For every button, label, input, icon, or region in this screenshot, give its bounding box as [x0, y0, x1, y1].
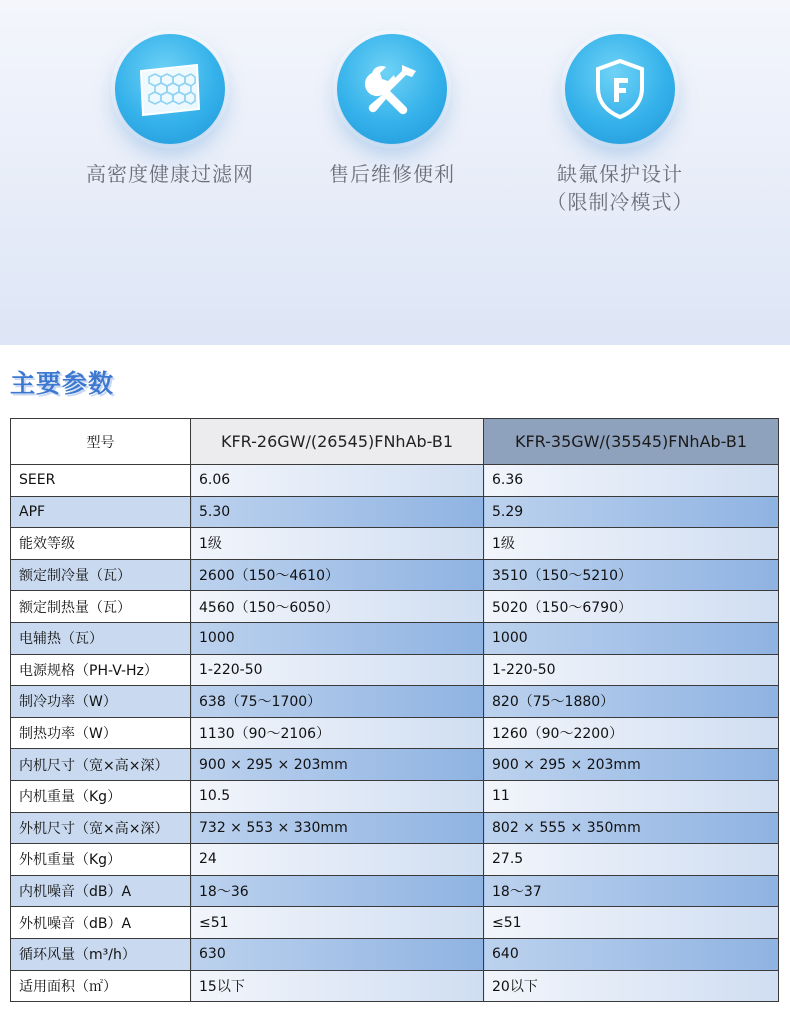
model-a-value: 24	[191, 844, 484, 876]
model-a-value: 18～36	[191, 875, 484, 907]
model-b-value: 5020（150～6790）	[484, 591, 779, 623]
table-row	[11, 654, 779, 686]
model-a-value: 1000	[191, 622, 484, 654]
filter-mesh-icon	[115, 34, 225, 144]
table-row	[11, 749, 779, 781]
row-label: 额定制热量（瓦）	[11, 591, 191, 623]
model-b-header: KFR-35GW/(35545)FNhAb-B1	[484, 419, 779, 465]
model-b-value: 11	[484, 780, 779, 812]
row-label: 内机重量（Kg）	[11, 780, 191, 812]
table-row	[11, 528, 779, 560]
model-header-label: 型号	[11, 419, 191, 465]
row-label: 适用面积（㎡）	[11, 970, 191, 1002]
model-b-value: 6.36	[484, 465, 779, 497]
model-b-value: 1级	[484, 528, 779, 560]
model-a-value: 732 × 553 × 330mm	[191, 812, 484, 844]
model-b-value: 820（75～1880）	[484, 686, 779, 718]
row-label: 外机尺寸（宽×高×深）	[11, 812, 191, 844]
feature-label: 高密度健康过滤网	[86, 162, 254, 186]
model-a-header: KFR-26GW/(26545)FNhAb-B1	[191, 419, 484, 465]
row-label: 外机噪音（dB）A	[11, 907, 191, 939]
row-label: 额定制冷量（瓦）	[11, 559, 191, 591]
table-row	[11, 875, 779, 907]
section-title: 主要参数	[10, 369, 115, 398]
row-label: 内机噪音（dB）A	[11, 875, 191, 907]
row-label: 外机重量（Kg）	[11, 844, 191, 876]
feature-label: 缺氟保护设计 （限制冷模式）	[546, 162, 694, 214]
spec-table	[10, 418, 779, 1002]
feature-service	[282, 34, 502, 188]
features-panel	[0, 0, 790, 345]
model-b-value: 20以下	[484, 970, 779, 1002]
table-row	[11, 812, 779, 844]
table-row	[11, 465, 779, 497]
table-row	[11, 559, 779, 591]
model-b-value: 640	[484, 938, 779, 970]
row-label: 内机尺寸（宽×高×深）	[11, 749, 191, 781]
feature-filter	[60, 34, 280, 188]
table-row	[11, 938, 779, 970]
model-a-value: 2600（150～4610）	[191, 559, 484, 591]
model-a-value: 900 × 295 × 203mm	[191, 749, 484, 781]
model-a-value: 638（75～1700）	[191, 686, 484, 718]
table-row	[11, 496, 779, 528]
table-row	[11, 591, 779, 623]
row-label: APF	[11, 496, 191, 528]
row-label: SEER	[11, 465, 191, 497]
wrench-screwdriver-icon	[337, 34, 447, 144]
model-b-value: 18～37	[484, 875, 779, 907]
model-b-value: 3510（150～5210）	[484, 559, 779, 591]
table-row	[11, 907, 779, 939]
row-label: 电辅热（瓦）	[11, 622, 191, 654]
table-row	[11, 686, 779, 718]
model-b-value: 1260（90～2200）	[484, 717, 779, 749]
feature-shield	[510, 34, 730, 216]
table-row	[11, 717, 779, 749]
row-label: 循环风量（m³/h）	[11, 938, 191, 970]
row-label: 电源规格（PH-V-Hz）	[11, 654, 191, 686]
model-b-value: 1-220-50	[484, 654, 779, 686]
table-row	[11, 970, 779, 1002]
row-label: 制冷功率（W）	[11, 686, 191, 718]
model-a-value: ≤51	[191, 907, 484, 939]
row-label: 能效等级	[11, 528, 191, 560]
model-b-value: 900 × 295 × 203mm	[484, 749, 779, 781]
model-a-value: 630	[191, 938, 484, 970]
table-row	[11, 844, 779, 876]
table-row	[11, 780, 779, 812]
model-b-value: 5.29	[484, 496, 779, 528]
table-row	[11, 622, 779, 654]
model-a-value: 4560（150～6050）	[191, 591, 484, 623]
model-a-value: 1130（90～2106）	[191, 717, 484, 749]
model-a-value: 15以下	[191, 970, 484, 1002]
feature-label: 售后维修便利	[329, 162, 455, 186]
model-b-value: 802 × 555 × 350mm	[484, 812, 779, 844]
model-a-value: 10.5	[191, 780, 484, 812]
model-a-value: 1级	[191, 528, 484, 560]
model-b-value: 27.5	[484, 844, 779, 876]
model-a-value: 6.06	[191, 465, 484, 497]
shield-f-icon	[565, 34, 675, 144]
row-label: 制热功率（W）	[11, 717, 191, 749]
model-b-value: 1000	[484, 622, 779, 654]
model-b-value: ≤51	[484, 907, 779, 939]
model-a-value: 5.30	[191, 496, 484, 528]
table-header-row	[11, 419, 779, 465]
model-a-value: 1-220-50	[191, 654, 484, 686]
